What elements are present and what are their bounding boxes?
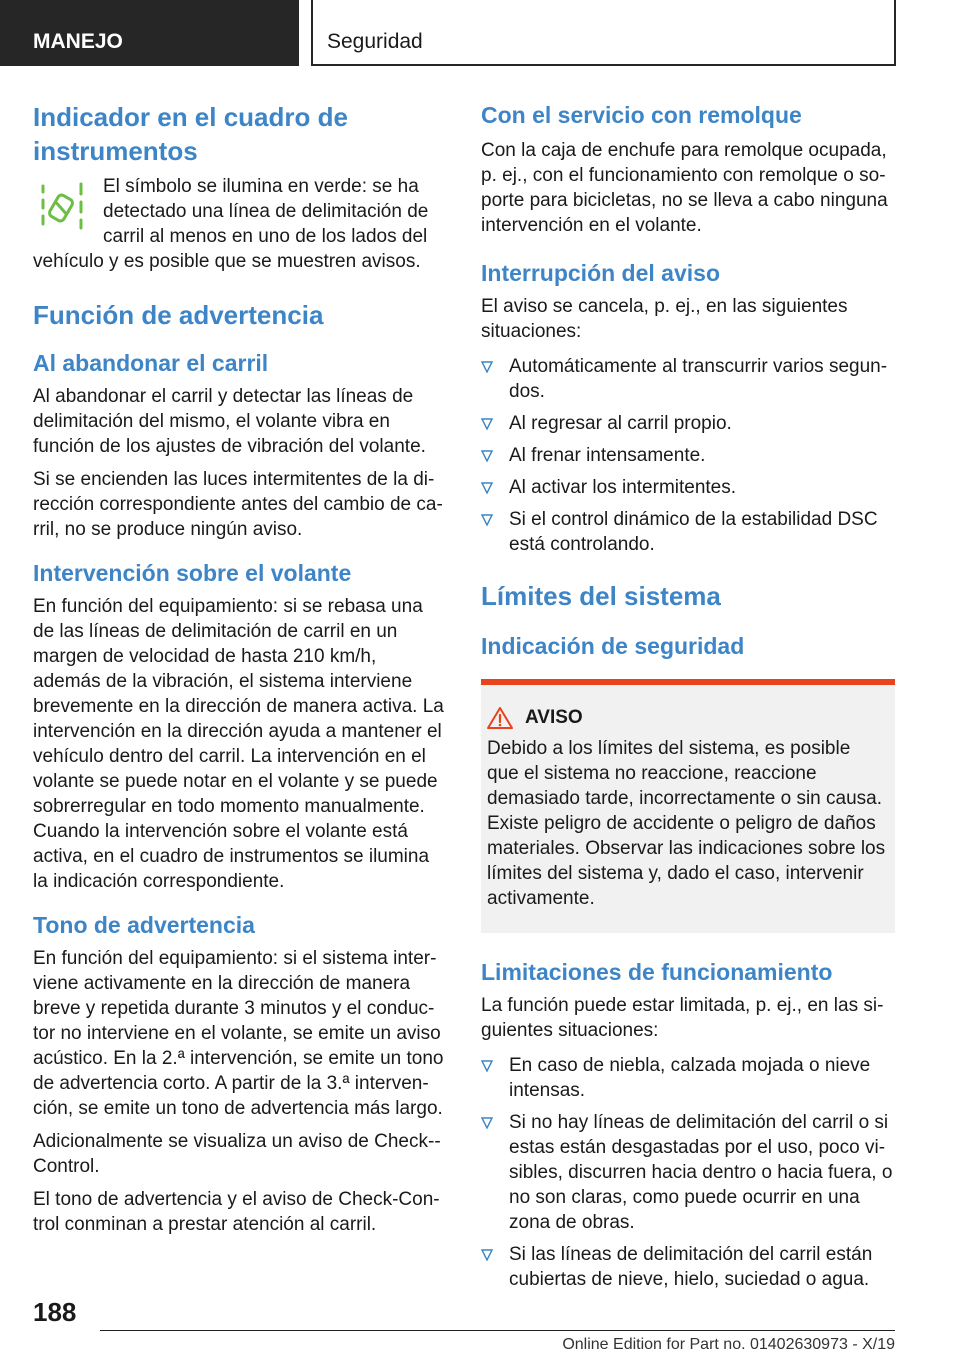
heading-interrupcion: Interrupción del aviso [481, 260, 720, 286]
list-item-text: En caso de niebla, calzada mojada o nieve intensas. [509, 1055, 871, 1101]
triangle-bullet-icon [481, 514, 493, 526]
paragraph-abandonar-2: Si se encienden las luces intermitentes de la dirección correspondiente antes del cambio de carril, no se produce ningún aviso. [33, 469, 443, 540]
heading-limites: Límites del sistema [481, 581, 721, 611]
header-section-label: MANEJO [0, 0, 299, 66]
triangle-bullet-icon [481, 1249, 493, 1261]
right-column [481, 100, 895, 1292]
heading-tono: Tono de advertencia [33, 912, 255, 938]
heading-abandonar: Al abandonar el carril [33, 350, 269, 376]
warning-box [481, 679, 895, 933]
list-item-text: Al frenar intensamente. [509, 445, 706, 466]
triangle-bullet-icon [481, 450, 493, 462]
paragraph-remolque: Con la caja de enchufe para remolque ocupada, p. ej., con el funcionamiento con remolque o soporte para bicicletas, no se lleva a cabo ninguna intervención en el volante. [481, 140, 888, 236]
header-chapter-label: Seguridad [311, 0, 896, 66]
list-item-text: Automáticamente al transcurrir varios segundos. [509, 356, 888, 402]
warning-title-row [487, 705, 887, 730]
triangle-bullet-icon [481, 1060, 493, 1072]
paragraph-limitaciones: La función puede estar limitada, p. ej., en las siguientes situaciones: [481, 995, 884, 1041]
heading-indicacion: Indicación de seguridad [481, 633, 745, 659]
heading-intervencion: Intervención sobre el volante [33, 560, 352, 586]
list-item-text: Si no hay líneas de delimitación del carril o si estas están desgastadas por el uso, poco visibles, discurren hacia dentro o hacia fuera, o no son claras, como puede ocurrir en una zona de obras. [509, 1112, 893, 1233]
limitaciones-list [481, 1053, 895, 1292]
triangle-bullet-icon [481, 482, 493, 494]
list-item [481, 475, 895, 500]
list-item [481, 411, 895, 436]
list-item-text: Al activar los intermitentes. [509, 477, 737, 498]
lane-departure-car-icon [39, 180, 85, 230]
heading-remolque: Con el servicio con remolque [481, 102, 802, 128]
triangle-bullet-icon [481, 361, 493, 373]
list-item [481, 1053, 895, 1103]
indicador-paragraph-block [33, 174, 448, 274]
paragraph-abandonar-1: Al abandonar el carril y detectar las líneas de delimitación del mismo, el volante vibra en función de los ajustes de vibración del volante. [33, 386, 426, 457]
list-item [481, 354, 895, 404]
heading-limitaciones: Limitaciones de funcionamiento [481, 959, 833, 985]
list-item [481, 507, 895, 557]
paragraph-tono-1: En función del equipamiento: si el sistema interviene activamente en la dirección de manera breve y repetida durante 3 minutos y el conductor no interviene en el volante, se emite un aviso acústico. En la 2.ª intervención, se emite un tono de advertencia corto. A partir de la 3.ª intervención, se emite un tono de advertencia más largo. [33, 948, 444, 1119]
paragraph-intervencion: En función del equipamiento: si se rebasa una de las líneas de delimitación de carril en un margen de velocidad de hasta 210 km/h, además de la vibración, el sistema interviene brevemente en la dirección de manera activa. La intervención en la dirección ayuda a mantener el vehículo dentro del carril. La intervención en el volante se puede notar en el volante y se puede sobrerregular en todo momento manualmente. Cuando la intervención sobre el volante está activa, en el cuadro de instrumentos se ilumina la indicación correspondiente. [33, 596, 444, 892]
list-item-text: Si el control dinámico de la estabilidad DSC está controlando. [509, 509, 878, 555]
paragraph-indicador: El símbolo se ilumina en verde: se ha detectado una línea de delimitación de carril al menos en uno de los lados del vehículo y es posible que se muestren avisos. [33, 176, 429, 272]
list-item [481, 1110, 895, 1235]
warning-title: AVISO [525, 707, 583, 728]
interrupcion-list [481, 354, 895, 557]
list-item [481, 443, 895, 468]
heading-funcion: Función de advertencia [33, 300, 324, 330]
paragraph-tono-3: El tono de advertencia y el aviso de Check-Control conminan a prestar atención al carril. [33, 1189, 440, 1235]
footer-edition-note: Online Edition for Part no. 01402630973 - X/19 [562, 1336, 895, 1353]
warning-text: Debido a los límites del sistema, es posible que el sistema no reaccione, reaccione demasiado tarde, incorrectamente o sin causa. Existe peligro de accidente o peligro de daños materiales. Observar las indicaciones sobre los límites del sistema y, dado el caso, intervenir activamente. [487, 738, 886, 909]
warning-triangle-icon [487, 706, 513, 730]
triangle-bullet-icon [481, 418, 493, 430]
list-item-text: Si las líneas de delimitación del carril están cubiertas de nieve, hielo, suciedad o agua. [509, 1244, 873, 1290]
list-item-text: Al regresar al carril propio. [509, 413, 732, 434]
paragraph-interrupcion: El aviso se cancela, p. ej., en las siguientes situaciones: [481, 296, 848, 342]
left-column [33, 100, 448, 1237]
footer-divider [100, 1330, 895, 1331]
page-number: 188 [33, 1297, 77, 1327]
triangle-bullet-icon [481, 1117, 493, 1129]
paragraph-tono-2: Adicionalmente se visualiza un aviso de Check--Control. [33, 1131, 441, 1177]
heading-indicador: Indicador en el cuadro de instrumentos [33, 102, 348, 166]
list-item [481, 1242, 895, 1292]
